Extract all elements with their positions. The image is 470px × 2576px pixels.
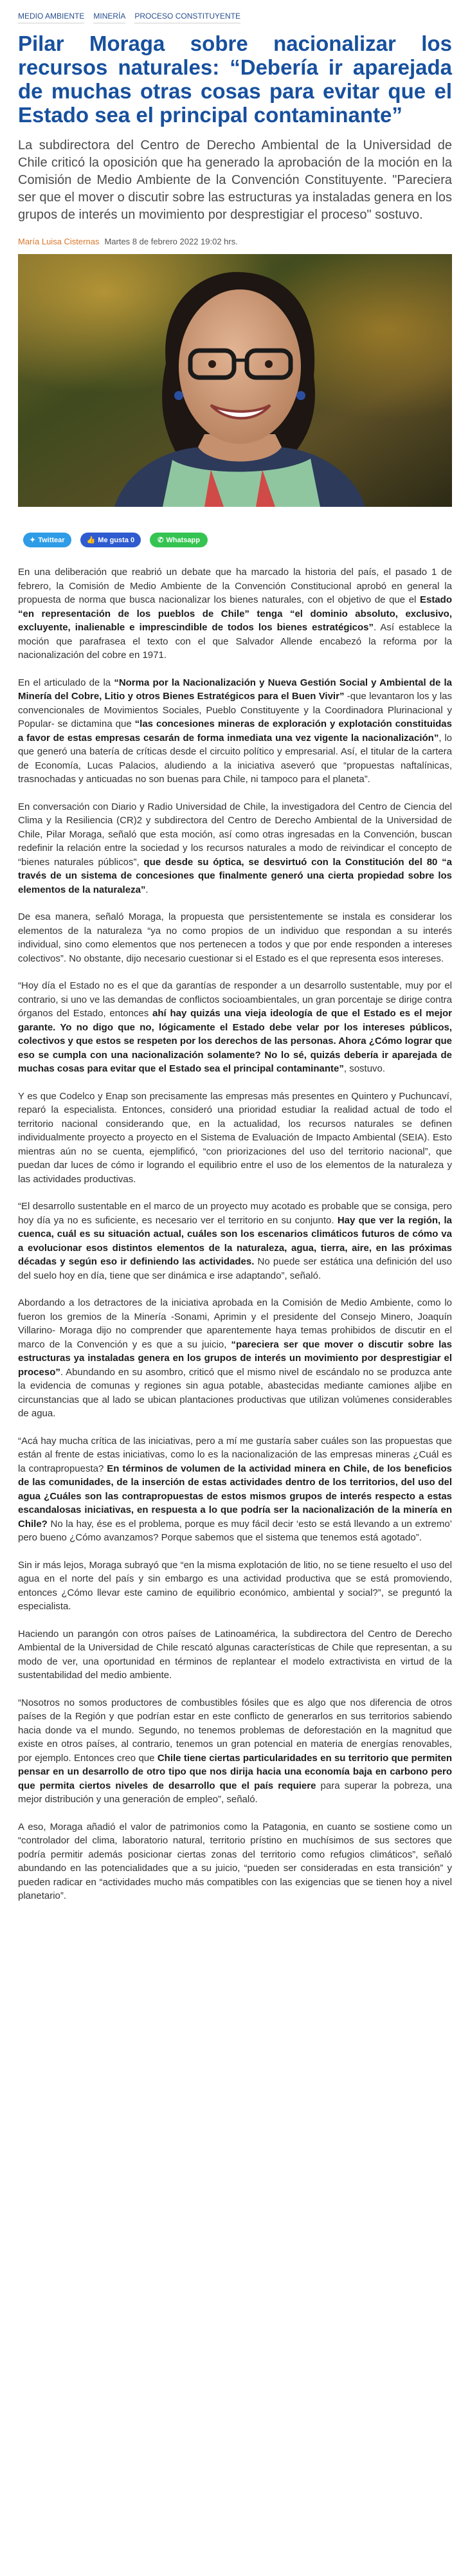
text-segment: . Así establece la moción que parafrasea el texto con el que Salvador Allende encabezó la reforma por la nacionalización del cobre en 1971. [18, 622, 452, 661]
text-segment: De esa manera, señaló Moraga, la propuesta que persistentemente se instala es considerar los elementos de la naturaleza “ya no como propios de un individuo que respondan a su interés individual, sino como elementos que nos pertenecen a todos y que por ende responden a intereses colectivos”. No obstante, dijo necesario cuestionar si el Estado es el que representa esos intereses. [18, 911, 452, 964]
text-segment: , sostuvo. [343, 1063, 386, 1074]
article-paragraph [18, 800, 452, 897]
byline [18, 237, 452, 246]
tag-list [18, 0, 452, 24]
text-segment: En conversación con Diario y Radio Universidad de Chile, la investigadora del Centro de Ciencia del Clima y la Resiliencia (CR)2 y subdirectora del Centro de Derecho Ambiental de la Universidad de Chile, Pilar Moraga, señaló que esta moción, así como otras ingresadas en la Convención, buscan redefinir la relación entre la sociedad y los recursos naturales a modo de reivindicar el concepto de “bienes naturales públicos”, [18, 801, 452, 868]
text-segment: , lo que generó una batería de críticas desde el circuito político y empresarial. Así, el titular de la cartera de Economía, Lucas Palacios, aludiendo a la iniciativa aseveró que “propuestas naftalínicas, trasnochadas y anticuadas no son buenas para Chile, ni tampoco para el planeta”. [18, 732, 452, 785]
article-photo [18, 254, 452, 507]
article-body [18, 565, 452, 1903]
article-paragraph [18, 676, 452, 787]
article-paragraph [18, 1296, 452, 1421]
text-segment: Haciendo un parangón con otros países de Latinoamérica, la subdirectora del Centro de Derecho Ambiental de la Universidad de Chile rescató algunas características de Chile que representan, a su modo de ver, una oportunidad en términos de replantear el modelo extractivista en virtud de la sustentabilidad del medio ambiente. [18, 1628, 452, 1681]
article-paragraph [18, 565, 452, 662]
whatsapp-share-button[interactable]: ✆ Whatsapp [150, 533, 208, 547]
text-segment: . [145, 884, 149, 895]
text-segment: Sin ir más lejos, Moraga subrayó que “en la misma explotación de litio, no se tiene resuelto el uso del agua en el norte del país y sin embargo es una actividad productiva que se está promoviendo, entonces ¿Cómo llevar este camino de equilibrio económico, ambiental y social?”, se preguntó la especialista. [18, 1559, 452, 1612]
article-paragraph [18, 1434, 452, 1545]
bold-text: “pareciera ser que mover o discutir sobre las estructuras ya instaladas genera en los grupos de interés un movimiento por desprestigiar el proceso” [18, 1338, 452, 1378]
article-paragraph [18, 1090, 452, 1187]
article-lead: La subdirectora del Centro de Derecho Ambiental de la Universidad de Chile criticó la oposición que ha generado la aprobación de la moción en la Comisión de Medio Ambiente de la Convención Constituyente. "Pareciera ser que el mover o discutir sobre las estructuras ya instaladas genera en los grupos de interés un movimiento por desprestigiar el proceso" sostuvo. [18, 138, 452, 222]
article-paragraph [18, 979, 452, 1076]
share-bar [23, 533, 452, 547]
publish-date: Martes 8 de febrero 2022 19:02 hrs. [104, 237, 238, 246]
article-paragraph [18, 1627, 452, 1683]
bold-text: Chile tiene ciertas particularidades en su territorio que permiten pensar en un desarrollo de otro tipo que nos dirija hacia una economía baja en carbono pero que permita ciertos niveles de desarrollo que el país requiere [18, 1752, 452, 1791]
article-paragraph [18, 910, 452, 965]
text-segment: Abordando a los detractores de la iniciativa aprobada en la Comisión de Medio Ambiente, como lo fueron los gremios de la Minería -Sonami, Aprimin y el presidente del Consejo Minero, Joaquín Villarino- Moraga dijo no comprender que aparentemente haya temas prohibidos de discutir en el marco de la Convención y es que a su juicio, [18, 1297, 452, 1350]
article-paragraph [18, 1200, 452, 1283]
portrait-illustration [18, 254, 452, 507]
article-paragraph [18, 1696, 452, 1807]
bold-text: ahí hay quizás una vieja ideología de que el Estado es el mejor garante. Yo no digo que no, lógicamente el Estado debe velar por los intereses públicos, colectivos y que estos se respeten por los derechos de las personas. Ahora ¿Cómo lograr que eso se cumpla con una nacionalización solamente? No lo sé, quizás debería ir aparejada de muchas cosas para evitar que el Estado sea el principal contaminante” [18, 1008, 452, 1074]
bold-text: que desde su óptica, se desvirtuó con la Constitución del 80 “a través de un sistema de concesiones que finalmente generó una cierta propiedad sobre los elementos de la naturaleza” [18, 856, 453, 895]
article-paragraph [18, 1820, 452, 1903]
article-title: Pilar Moraga sobre nacionalizar los recursos naturales: “Debería ir aparejada de muchas otras cosas para evitar que el Estado sea el principal contaminante” [18, 32, 452, 127]
twitter-share-button[interactable]: ✦ Twittear [23, 533, 71, 547]
text-segment: “Nosotros no somos productores de combustibles fósiles que es algo que nos diferencia de otros países de la Región y que podrían estar en este conflicto de generarlos en sus territorios sabiendo hacia donde va el mundo. Segundo, no tenemos problemas de deforestación en la magnitud que existe en otros países, al contrario, tenemos un gran potencial en materia de energías renovables, por ejemplo. Entonces creo que [18, 1697, 452, 1764]
text-segment: En una deliberación que reabrió un debate que ha marcado la historia del país, el pasado 1 de febrero, la Comisión de Medio Ambiente de la Convención Constitucional aprobó en general la propuesta de norma que busca nacionalizar los bienes naturales, con el objetivo de que el [18, 567, 452, 605]
bold-text: “las concesiones mineras de exploración y explotación constituidas a favor de estas empresas cesarán de forma inmediata una vez vigente la nacionalización” [18, 718, 452, 744]
text-segment: para superar la pobreza, una mejor distribución y una generación de empleo”, señaló. [18, 1780, 452, 1805]
tag-medio-ambiente[interactable]: MEDIO AMBIENTE [18, 12, 84, 24]
bold-text: Hay que ver la región, la cuenca, cuál es su situación actual, cuáles son los escenarios climáticos futuros de cómo va a evolucionar esos distintos elementos de la naturaleza, agua, tierra, aire, en las próximas décadas y según eso ir definiendo las actividades. [18, 1214, 452, 1267]
whatsapp-icon: ✆ [158, 536, 164, 544]
text-segment: “Hoy día el Estado no es el que da garantías de responder a un desarrollo sustentable, muy por el contrario, si uno ve las demandas de conflictos socioambientales, un gran porcentaje se dirige contra órganos del Estado, entonces [18, 980, 452, 1019]
bold-text: En términos de volumen de la actividad minera en Chile, de los beneficios de las comunidades, de la inserción de estas actividades dentro de los territorios, del uso del agua ¿Cuáles son las contrapropuestas de estos mismos grupos de interés respecto a estas escandalosas iniciativas, en respuesta a lo que podría ser la nacionalización de la minería en Chile? [18, 1463, 452, 1530]
tag-proceso-constituyente[interactable]: PROCESO CONSTITUYENTE [134, 12, 240, 24]
twitter-icon: ✦ [30, 536, 36, 544]
text-segment: Y es que Codelco y Enap son precisamente las empresas más presentes en Quintero y Puchuncaví, reparó la especialista. Entonces, consideró una prioridad estudiar la realidad actual de todo el territorio nacional considerando que, en la actualidad, los recursos naturales se definen individualmente proyecto a proyecto en el Sistema de Evaluación de Impacto Ambiental (SEIA). Esto mientras aún no se cuenta, ejemplificó, “con priorizaciones del uso del territorio nacional”, que puedan dar luces de cómo ir logrando el equilibrio entre el uso de los elementos de la naturaleza y las actividades productivas. [18, 1090, 452, 1185]
bold-text: “Norma por la Nacionalización y Nueva Gestión Social y Ambiental de la Minería del Cobre, Litio y otros Bienes Estratégicos para el Buen Vivir” [18, 677, 453, 702]
bold-text: Estado “en representación de los pueblos de Chile” tenga “el dominio absoluto, exclusivo, excluyente, inalienable e imprescindible de todos los bienes estratégicos” [18, 594, 452, 633]
facebook-like-button[interactable]: 👍 Me gusta 0 [80, 533, 141, 547]
text-segment: En el articulado de la [18, 677, 114, 688]
text-segment: A eso, Moraga añadió el valor de patrimonios como la Patagonia, en cuanto se sostiene como un “controlador del clima, laboratorio natural, territorio prístino en muchísimos de sus sectores que podría permitir además posicionar ciertas zonas del territorio como refugios climáticos”, señaló abundando en las potencialidades que a su juicio, “pueden ser consideradas en esta transición” y pueden radicar en “actividades mucho más compatibles con las exigencias que se tienen hoy a nivel planetario”. [18, 1821, 452, 1901]
tag-mineria[interactable]: MINERÍA [93, 12, 125, 24]
article-paragraph [18, 1558, 452, 1614]
author-link[interactable]: María Luisa Cisternas [18, 237, 100, 246]
text-segment: -que levantaron los y las convencionales de Movimientos Sociales, Pueblo Constituyente y la Coordinadora Plurinacional y Popular- se dictamina que [18, 691, 453, 729]
text-segment: No puede ser estática una definición del uso del suelo hoy en día, tiene que ser dinámica e irse adaptando”, señaló. [18, 1256, 452, 1281]
text-segment: No la hay, ése es el problema, porque es muy fácil decir ‘esto se está llevando a un extremo’ pero bueno ¿Cómo avanzamos? Porque sabemos que el sistema que tenemos está agotado”. [18, 1518, 452, 1543]
text-segment: “Acá hay mucha crítica de las iniciativas, pero a mí me gustaría saber cuáles son las propuestas que están al frente de estas iniciativas, como lo es la nacionalización de las empresas mineras ¿Cuál es la contrapropuesta? [18, 1435, 452, 1474]
text-segment: . Abundando en su asombro, criticó que el mismo nivel de escándalo no se produzca ante la evidencia de comunas y regiones sin agua potable, abastecidas mediante camiones aljibe en circunstancias que al lado se ubican plantaciones productivas que utilizan volúmenes considerables de agua. [18, 1366, 452, 1419]
thumbs-up-icon: 👍 [86, 536, 96, 544]
text-segment: “El desarrollo sustentable en el marco de un proyecto muy acotado es probable que se consiga, pero hoy día ya no es suficiente, es necesario ver el territorio en su conjunto. [18, 1201, 452, 1226]
